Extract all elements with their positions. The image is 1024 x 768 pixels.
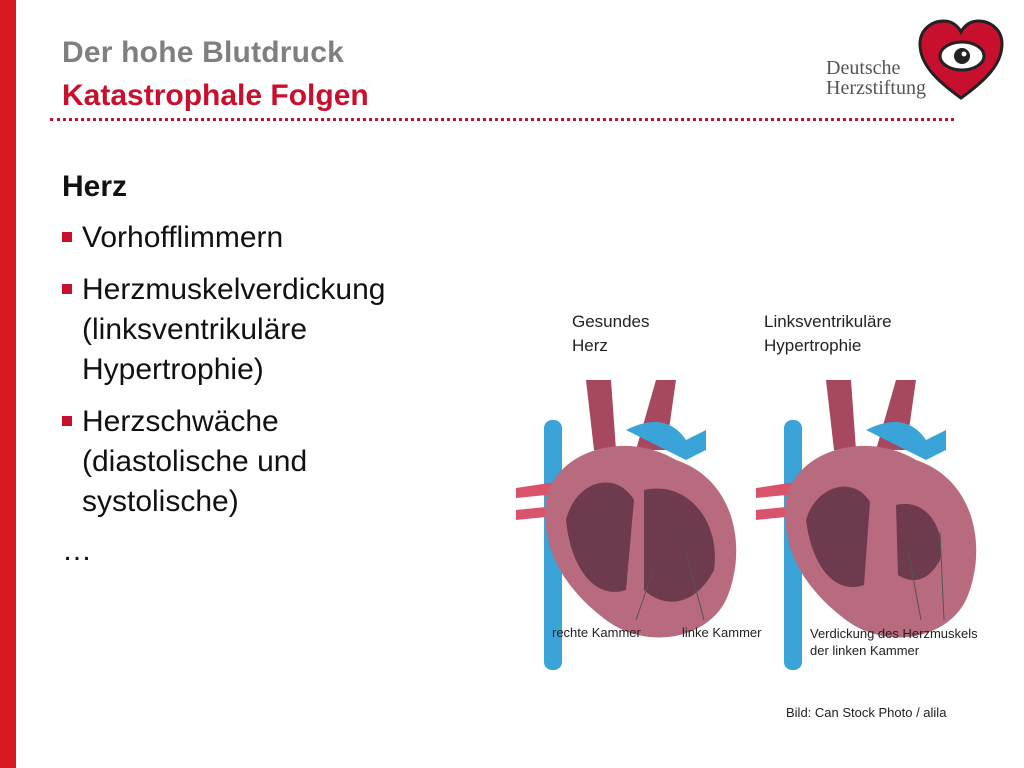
bullet-text: Hypertrophie) — [82, 353, 264, 386]
slide-title: Der hohe Blutdruck — [62, 36, 344, 69]
bullet-text: (diastolische und — [82, 445, 308, 478]
bullet-item — [62, 218, 462, 258]
content-block — [62, 170, 462, 568]
heart-eye-icon — [916, 18, 1006, 102]
label-right-chamber: rechte Kammer — [552, 625, 641, 640]
logo-text-line1: Deutsche — [826, 57, 901, 79]
logo-text-line2: Herzstiftung — [826, 77, 926, 99]
hypertrophy-caption: Linksventrikuläre Hypertrophie — [764, 312, 892, 355]
bullet-item — [62, 270, 462, 390]
label-muscle-thickening: Verdickung des Herzmuskels der linken Kammer — [810, 626, 978, 658]
ellipsis: … — [62, 534, 92, 567]
slide-subtitle: Katastrophale Folgen — [62, 79, 369, 112]
bullet-item — [62, 402, 462, 522]
bullet-square-icon — [62, 284, 72, 294]
bullet-text: systolische) — [82, 485, 239, 518]
left-accent-bar — [0, 0, 16, 768]
title-divider — [50, 118, 954, 121]
bullet-text: Herzmuskelverdickung — [82, 273, 386, 306]
image-credit: Bild: Can Stock Photo / alila — [786, 705, 947, 720]
label-left-chamber: linke Kammer — [682, 625, 762, 640]
section-heading: Herz — [62, 170, 128, 203]
bullet-list — [62, 218, 462, 522]
bullet-text: (linksventrikuläre — [82, 313, 308, 346]
healthy-heart-caption: Gesundes Herz — [572, 312, 650, 355]
logo — [826, 18, 1006, 108]
bullet-text: Vorhofflimmern — [82, 221, 284, 254]
bullet-text: Herzschwäche — [82, 405, 279, 438]
heart-illustration — [516, 300, 1006, 670]
bullet-square-icon — [62, 416, 72, 426]
bullet-square-icon — [62, 232, 72, 242]
